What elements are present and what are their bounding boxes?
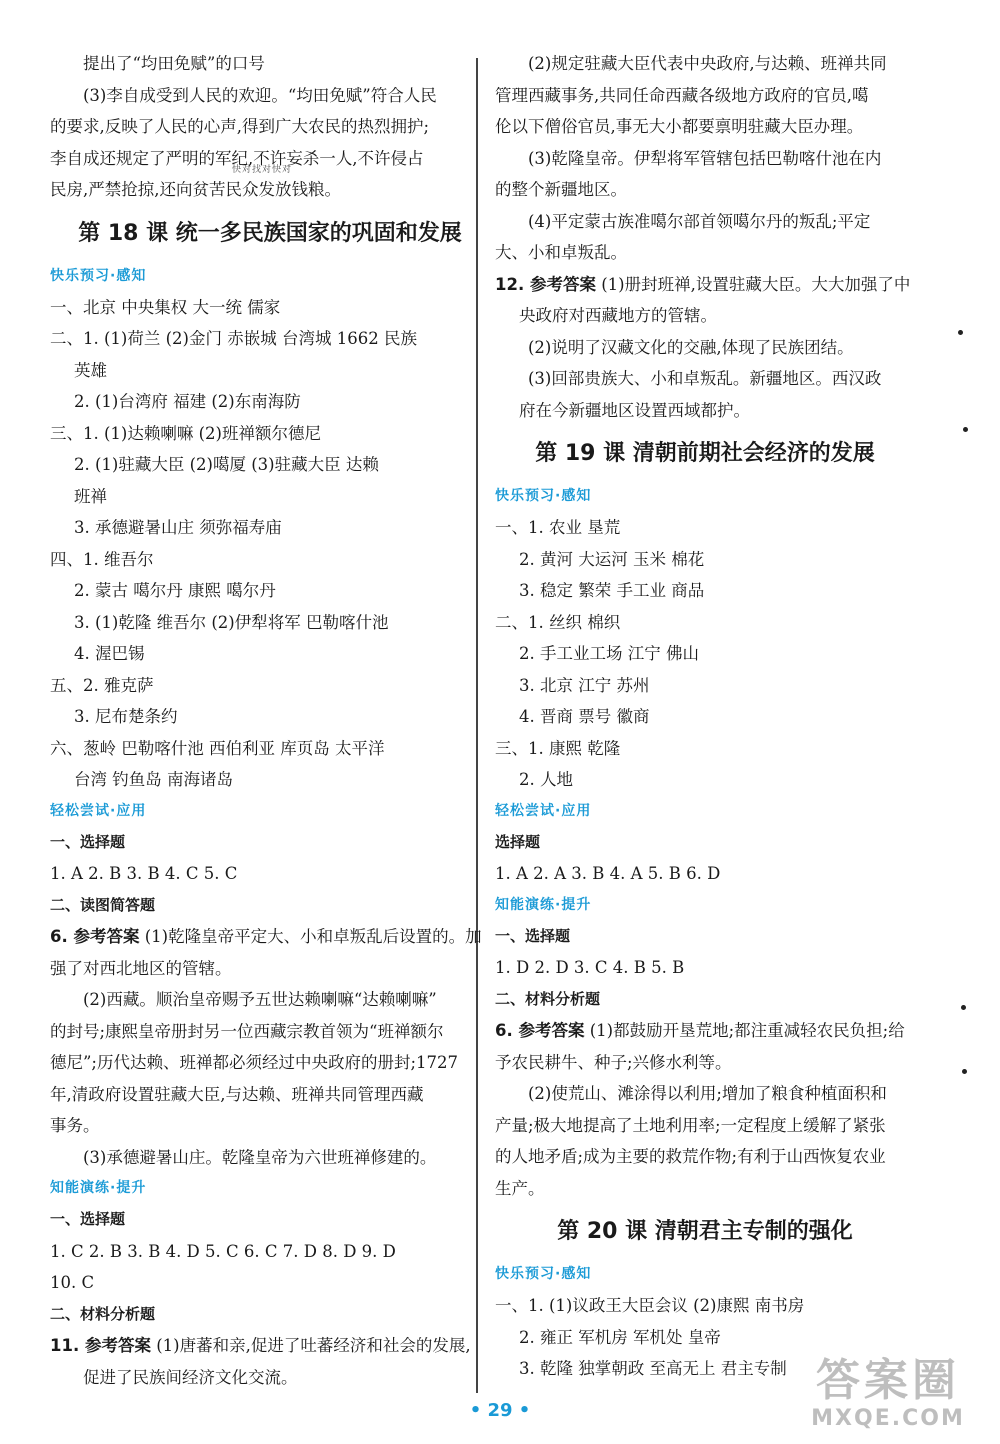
answer-line: 4. 晋商 票号 徽商 (519, 707, 650, 726)
choice-answers: 10. C (50, 1273, 95, 1292)
lesson-20-title: 第 20 课 清朝君主专制的强化 (557, 1219, 853, 1244)
section-header-try: 轻松尝试·应用 (50, 802, 147, 819)
answer-line: 2. (1)驻藏大臣 (2)噶厦 (3)驻藏大臣 达赖 (74, 455, 379, 474)
answer-line: 生产。 (495, 1178, 545, 1198)
answer-line: 3. 乾隆 独掌朝政 至高无上 君主专制 (519, 1359, 787, 1378)
answer-line: 的封号;康熙皇帝册封另一位西藏宗教首领为“班禅额尔 (50, 1021, 444, 1041)
answer-line: (2)说明了汉藏文化的交融,体现了民族团结。 (528, 337, 854, 357)
section-header-preview: 快乐预习·感知 (50, 267, 147, 284)
choice-answers: 1. C 2. B 3. B 4. D 5. C 6. C 7. D 8. D 9. D (50, 1241, 396, 1261)
answer-line: (3)承德避暑山庄。乾隆皇帝为六世班禅修建的。 (83, 1147, 437, 1167)
lesson-18-title: 第 18 课 统一多民族国家的巩固和发展 (78, 220, 462, 246)
answer-line: 产量;极大地提高了土地利用率;一定程度上缓解了紧张 (495, 1115, 886, 1135)
answer-line: 三、1. (1)达赖喇嘛 (2)班禅额尔德尼 (50, 423, 321, 443)
answer-line: 2. (1)台湾府 福建 (2)东南海防 (74, 392, 301, 411)
answer-text: (1)都鼓励开垦荒地;都注重减轻农民负担;给 (589, 1021, 905, 1040)
subsection-title: 选择题 (495, 832, 541, 851)
answer-label: 12. 参考答案 (495, 274, 596, 294)
answer-line: 五、2. 雅克萨 (50, 675, 154, 695)
section-header-preview: 快乐预习·感知 (495, 1266, 592, 1282)
answer-label: 6. 参考答案 (495, 1021, 585, 1040)
subsection-title: 二、材料分析题 (50, 1304, 156, 1323)
answer-line: 伦以下僧俗官员,事无大小都要禀明驻藏大臣办理。 (495, 117, 864, 136)
answer-line: 3. 北京 江宁 苏州 (519, 675, 650, 695)
answer-line: 强了对西北地区的管辖。 (50, 958, 232, 978)
answer-line: 3. 承德避暑山庄 须弥福寿庙 (74, 518, 282, 537)
margin-mark (963, 427, 968, 432)
answer-line: (4)平定蒙古族准噶尔部首领噶尔丹的叛乱;平定 (528, 211, 871, 231)
answer-line: 的人地矛盾;成为主要的救荒作物;有利于山西恢复农业 (495, 1147, 886, 1166)
answer-line: 予农民耕牛、种子;兴修水利等。 (495, 1052, 732, 1072)
answer-line: 央政府对西藏地方的管辖。 (519, 306, 717, 325)
answer-line: 一、1. 农业 垦荒 (495, 518, 621, 537)
watermark-top: 答案圈 (816, 1355, 960, 1406)
answer-line: (3)回部贵族大、小和卓叛乱。新疆地区。西汉政 (528, 369, 882, 388)
answer-line: 2. 黄河 大运河 玉米 棉花 (519, 549, 705, 569)
answer-line: 二、1. 丝织 棉织 (495, 612, 621, 632)
stamp-text: 快对找对快对 (232, 165, 293, 175)
section-header-practice: 知能演练·提升 (495, 896, 592, 913)
answer-line: 事务。 (50, 1116, 100, 1135)
lesson-19-title: 第 19 课 清朝前期社会经济的发展 (535, 441, 875, 466)
watermark-logo (784, 1356, 992, 1438)
answer-line: 促进了民族间经济文化交流。 (83, 1367, 298, 1387)
answer-line: 德尼”;历代达赖、班禅都必须经过中央政府的册封;1727 (50, 1053, 459, 1072)
answer-text: (1)唐蕃和亲,促进了吐蕃经济和社会的发展, (156, 1336, 471, 1355)
answer-line: (3)乾隆皇帝。伊犁将军管辖包括巴勒喀什池在内 (528, 148, 882, 168)
answer-label: 6. 参考答案 (50, 927, 140, 946)
answer-line: 英雄 (74, 360, 107, 380)
margin-mark (958, 330, 963, 335)
page-number: • 29 • (469, 1400, 531, 1421)
answer-line: 的整个新疆地区。 (495, 180, 627, 199)
choice-answers: 1. A 2. A 3. B 4. A 5. B 6. D (495, 864, 721, 883)
section-header-practice: 知能演练·提升 (50, 1180, 147, 1196)
answer-line: (2)使荒山、滩涂得以利用;增加了粮食种植面积和 (528, 1084, 887, 1103)
answer-line: 一、1. (1)议政王大臣会议 (2)康熙 南书房 (495, 1296, 805, 1315)
right-column (495, 48, 915, 1385)
answer-line: (2)规定驻藏大臣代表中央政府,与达赖、班禅共同 (528, 54, 887, 73)
margin-mark (962, 1069, 967, 1074)
answer-line: 3. 尼布楚条约 (74, 707, 178, 726)
subsection-title: 一、选择题 (50, 832, 126, 851)
text-line: 民房,严禁抢掠,还向贫苦民众发放钱粮。 (50, 180, 341, 199)
answer-line: 管理西藏事务,共同任命西藏各级地方政府的官员,噶 (495, 85, 869, 105)
answer-line: 台湾 钓鱼岛 南海诸岛 (74, 770, 233, 789)
section-header-preview: 快乐预习·感知 (495, 488, 592, 504)
text-line: 李自成还规定了严明的军纪,不许妄杀一人,不许侵占 (50, 148, 424, 168)
answer-text: (1)乾隆皇帝平定大、小和卓叛乱后设置的。加 (144, 927, 482, 946)
answer-line: 2. 人地 (519, 770, 573, 789)
text-line: 的要求,反映了人民的心声,得到广大农民的热烈拥护; (50, 117, 430, 136)
answer-line: 年,清政府设置驻藏大臣,与达赖、班禅共同管理西藏 (50, 1084, 424, 1104)
answer-label: 11. 参考答案 (50, 1336, 151, 1355)
subsection-title: 一、选择题 (50, 1210, 126, 1228)
answer-line: 府在今新疆地区设置西域都护。 (519, 400, 750, 420)
text-line: (3)李自成受到人民的欢迎。“均田免赋”符合人民 (83, 85, 437, 105)
page-number-value: 29 (487, 1400, 513, 1421)
left-column (50, 48, 490, 1393)
section-header-try: 轻松尝试·应用 (495, 802, 592, 819)
answer-line: 一、北京 中央集权 大一统 儒家 (50, 297, 281, 317)
subsection-title: 二、读图简答题 (50, 895, 156, 914)
answer-line: 三、1. 康熙 乾隆 (495, 738, 621, 758)
choice-answers: 1. A 2. B 3. B 4. C 5. C (50, 864, 238, 883)
answer-line: (2)西藏。顺治皇帝赐予五世达赖喇嘛“达赖喇嘛” (83, 990, 437, 1009)
answer-line: 四、1. 维吾尔 (50, 549, 154, 569)
answer-line: 六、葱岭 巴勒喀什池 西伯利亚 库页岛 太平洋 (50, 738, 385, 758)
answer-line: 2. 手工业工场 江宁 佛山 (519, 644, 699, 663)
answer-line: 3. 稳定 繁荣 手工业 商品 (519, 581, 705, 600)
subsection-title: 二、材料分析题 (495, 989, 601, 1008)
margin-mark (961, 1005, 966, 1010)
watermark-bottom: MXQE.COM (811, 1406, 965, 1431)
answer-line: 大、小和卓叛乱。 (495, 243, 627, 262)
answer-line: 2. 蒙古 噶尔丹 康熙 噶尔丹 (74, 581, 276, 600)
answer-line: 3. (1)乾隆 维吾尔 (2)伊犁将军 巴勒喀什池 (74, 612, 389, 632)
subsection-title: 一、选择题 (495, 926, 571, 945)
choice-answers: 1. D 2. D 3. C 4. B 5. B (495, 958, 685, 977)
answer-line: 2. 雍正 军机房 军机处 皇帝 (519, 1327, 721, 1347)
answer-line: 4. 渥巴锡 (74, 644, 145, 663)
answer-line: 班禅 (74, 486, 107, 506)
answer-line: 二、1. (1)荷兰 (2)金门 赤嵌城 台湾城 1662 民族 (50, 329, 417, 348)
answer-text: (1)册封班禅,设置驻藏大臣。大大加强了中 (601, 274, 911, 294)
text-line: 提出了“均田免赋”的口号 (83, 54, 265, 73)
